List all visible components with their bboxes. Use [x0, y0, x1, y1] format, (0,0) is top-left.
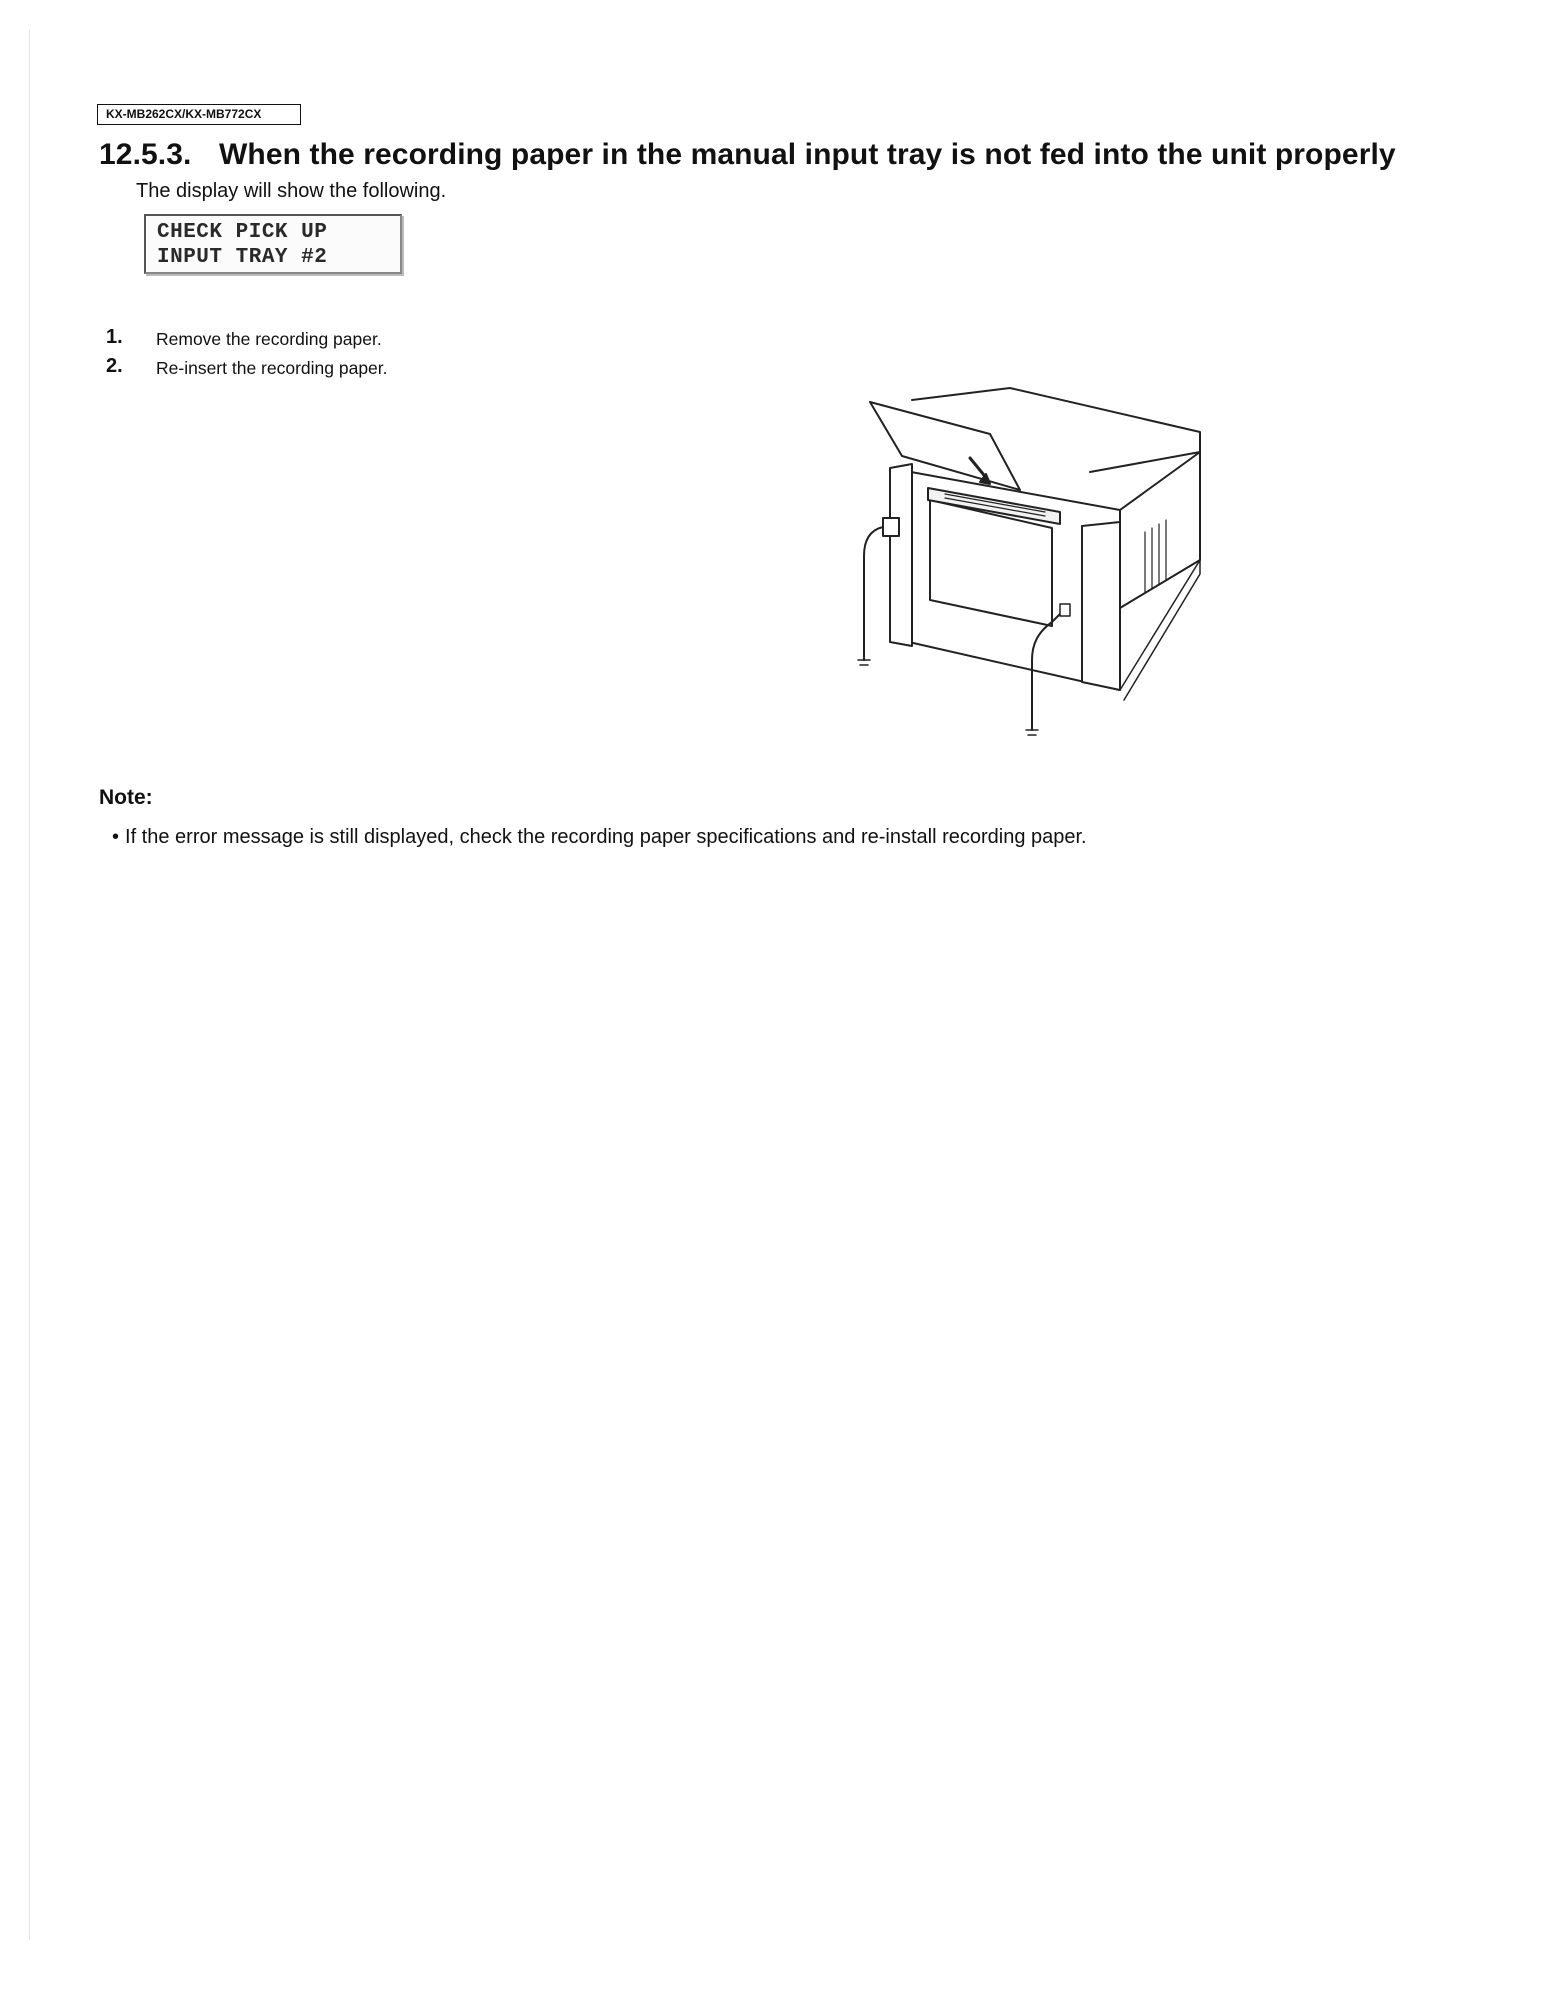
page-margin-rule: [29, 30, 30, 1940]
lcd-line-1: CHECK PICK UP: [157, 221, 328, 244]
step-text: Re-insert the recording paper.: [156, 358, 388, 378]
lcd-line-2: INPUT TRAY #2: [157, 246, 328, 269]
intro-text: The display will show the following.: [136, 180, 447, 202]
step-number: 2.: [106, 355, 123, 377]
section-heading: [99, 138, 1396, 172]
lcd-display: [144, 214, 402, 274]
step-text: Remove the recording paper.: [156, 329, 382, 349]
note-label: Note:: [99, 786, 153, 809]
step-number: 1.: [106, 326, 123, 348]
section-title: When the recording paper in the manual input tray is not fed into the unit properly: [219, 138, 1396, 171]
printer-rear-manual-tray-illustration: [820, 360, 1340, 750]
note-text: If the error message is still displayed, check the recording paper specifications and re-install recording paper.: [125, 826, 1087, 848]
note-bullet: •: [112, 826, 120, 848]
model-tag: KX-MB262CX/KX-MB772CX: [97, 104, 301, 125]
note-item: [112, 826, 1087, 849]
section-number: 12.5.3.: [99, 138, 192, 171]
